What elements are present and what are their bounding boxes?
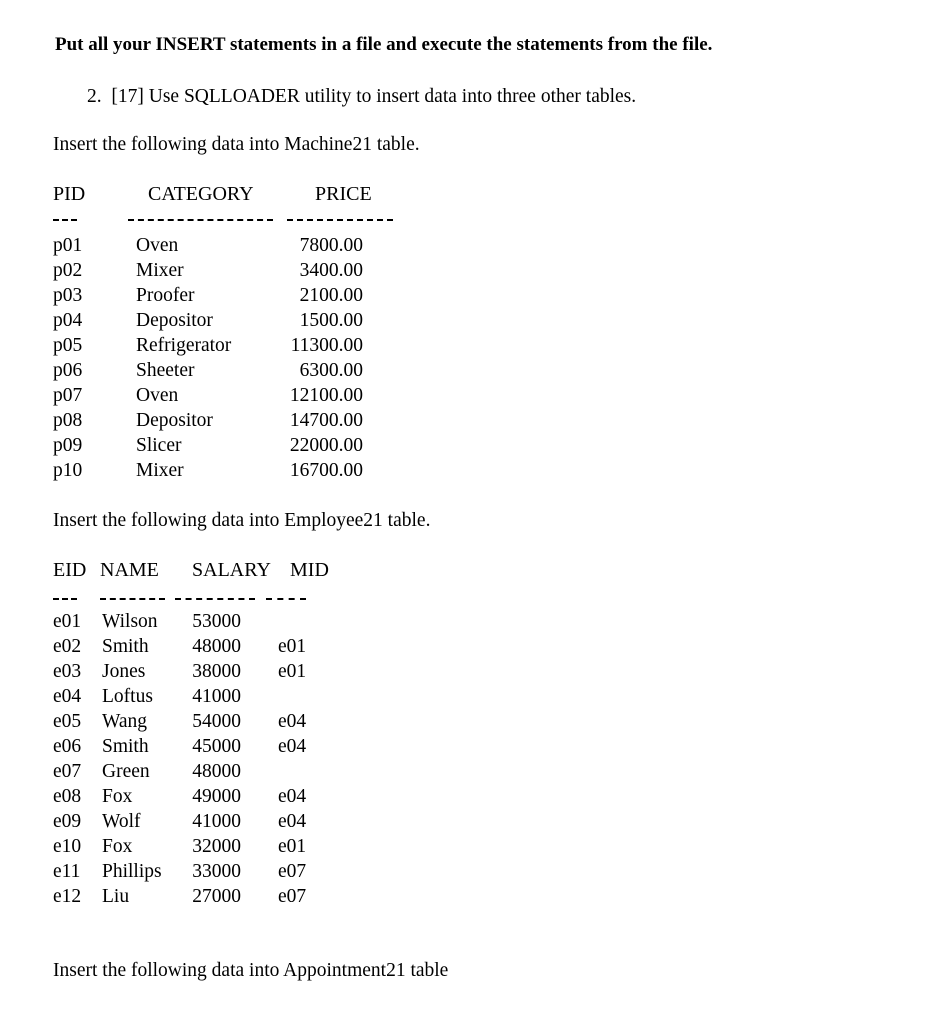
pid-cell: p03 [53,285,83,306]
price-cell: 6300.00 [299,360,363,381]
price-cell: 2100.00 [299,285,363,306]
machine-header-price: PRICE [315,183,372,205]
table-row [0,784,927,809]
pid-cell: p01 [53,235,83,256]
employee-header-name: NAME [100,559,159,581]
salary-cell: 41000 [192,686,241,707]
table-row [0,408,927,433]
table-row [0,684,927,709]
machine-intro: Insert the following data into Machine21 table. [53,134,420,155]
mid-cell: e01 [278,661,307,682]
mid-cell: e04 [278,811,307,832]
employee-header-separator [0,598,927,604]
machine-rows [0,233,927,483]
name-cell: Liu [102,886,130,907]
eid-cell: e12 [53,886,82,907]
eid-cell: e08 [53,786,82,807]
file-instruction: Put all your INSERT statements in a file and execute the statements from the file. [55,34,713,55]
mid-cell: e01 [278,836,307,857]
pid-cell: p08 [53,410,83,431]
category-cell: Mixer [136,460,184,481]
eid-cell: e06 [53,736,82,757]
name-cell: Smith [102,736,149,757]
machine-header-category: CATEGORY [148,183,254,205]
mid-cell: e07 [278,861,307,882]
table-row [0,834,927,859]
salary-cell: 27000 [192,886,241,907]
table-row [0,358,927,383]
category-cell: Proofer [136,285,195,306]
table-row [0,759,927,784]
mid-cell: e01 [278,636,307,657]
name-cell: Wolf [102,811,141,832]
table-row [0,659,927,684]
table-row [0,809,927,834]
employee-rows [0,609,927,909]
name-cell: Fox [102,786,133,807]
salary-cell: 53000 [192,611,241,632]
name-cell: Wang [102,711,147,732]
eid-cell: e09 [53,811,82,832]
category-cell: Oven [136,235,179,256]
table-row [0,233,927,258]
eid-cell: e07 [53,761,82,782]
price-cell: 11300.00 [290,335,363,356]
appointment-intro: Insert the following data into Appointment21 table [53,960,449,981]
salary-cell: 54000 [192,711,241,732]
table-row [0,458,927,483]
eid-cell: e01 [53,611,82,632]
eid-cell: e04 [53,686,82,707]
name-cell: Jones [102,661,146,682]
machine-header-pid: PID [53,183,86,205]
name-cell: Loftus [102,686,153,707]
pid-cell: p05 [53,335,83,356]
price-cell: 3400.00 [299,260,363,281]
table-row [0,709,927,734]
price-cell: 14700.00 [289,410,363,431]
salary-cell: 48000 [192,761,241,782]
pid-cell: p07 [53,385,83,406]
table-row [0,859,927,884]
table-row [0,634,927,659]
table-row [0,258,927,283]
eid-cell: e03 [53,661,82,682]
category-cell: Depositor [136,310,213,331]
price-cell: 22000.00 [289,435,363,456]
name-cell: Phillips [102,861,162,882]
table-row [0,609,927,634]
salary-cell: 49000 [192,786,241,807]
eid-cell: e05 [53,711,82,732]
price-cell: 12100.00 [289,385,363,406]
mid-cell: e04 [278,736,307,757]
pid-cell: p09 [53,435,83,456]
category-cell: Depositor [136,410,213,431]
eid-cell: e10 [53,836,82,857]
price-cell: 1500.00 [299,310,363,331]
employee-intro: Insert the following data into Employee21 table. [53,510,431,531]
table-row [0,383,927,408]
pid-cell: p10 [53,460,83,481]
price-cell: 7800.00 [299,235,363,256]
salary-cell: 45000 [192,736,241,757]
name-cell: Green [102,761,150,782]
name-cell: Wilson [102,611,158,632]
employee-header-salary: SALARY [192,559,271,581]
mid-cell: e04 [278,711,307,732]
salary-cell: 38000 [192,661,241,682]
salary-cell: 33000 [192,861,241,882]
step-2-instruction: 2. [17] Use SQLLOADER utility to insert data into three other tables. [87,86,637,107]
salary-cell: 48000 [192,636,241,657]
machine-header-separator [0,219,927,225]
category-cell: Sheeter [136,360,195,381]
eid-cell: e02 [53,636,82,657]
pid-cell: p02 [53,260,83,281]
category-cell: Refrigerator [136,335,232,356]
table-row [0,333,927,358]
name-cell: Smith [102,636,149,657]
table-row [0,283,927,308]
mid-cell: e04 [278,786,307,807]
table-row [0,884,927,909]
pid-cell: p06 [53,360,83,381]
category-cell: Mixer [136,260,184,281]
table-row [0,734,927,759]
mid-cell: e07 [278,886,307,907]
eid-cell: e11 [53,861,81,882]
employee-header-mid: MID [290,559,329,581]
price-cell: 16700.00 [289,460,363,481]
employee-header-eid: EID [53,559,87,581]
pid-cell: p04 [53,310,83,331]
category-cell: Oven [136,385,179,406]
category-cell: Slicer [136,435,182,456]
salary-cell: 41000 [192,811,241,832]
table-row [0,433,927,458]
table-row [0,308,927,333]
salary-cell: 32000 [192,836,241,857]
name-cell: Fox [102,836,133,857]
